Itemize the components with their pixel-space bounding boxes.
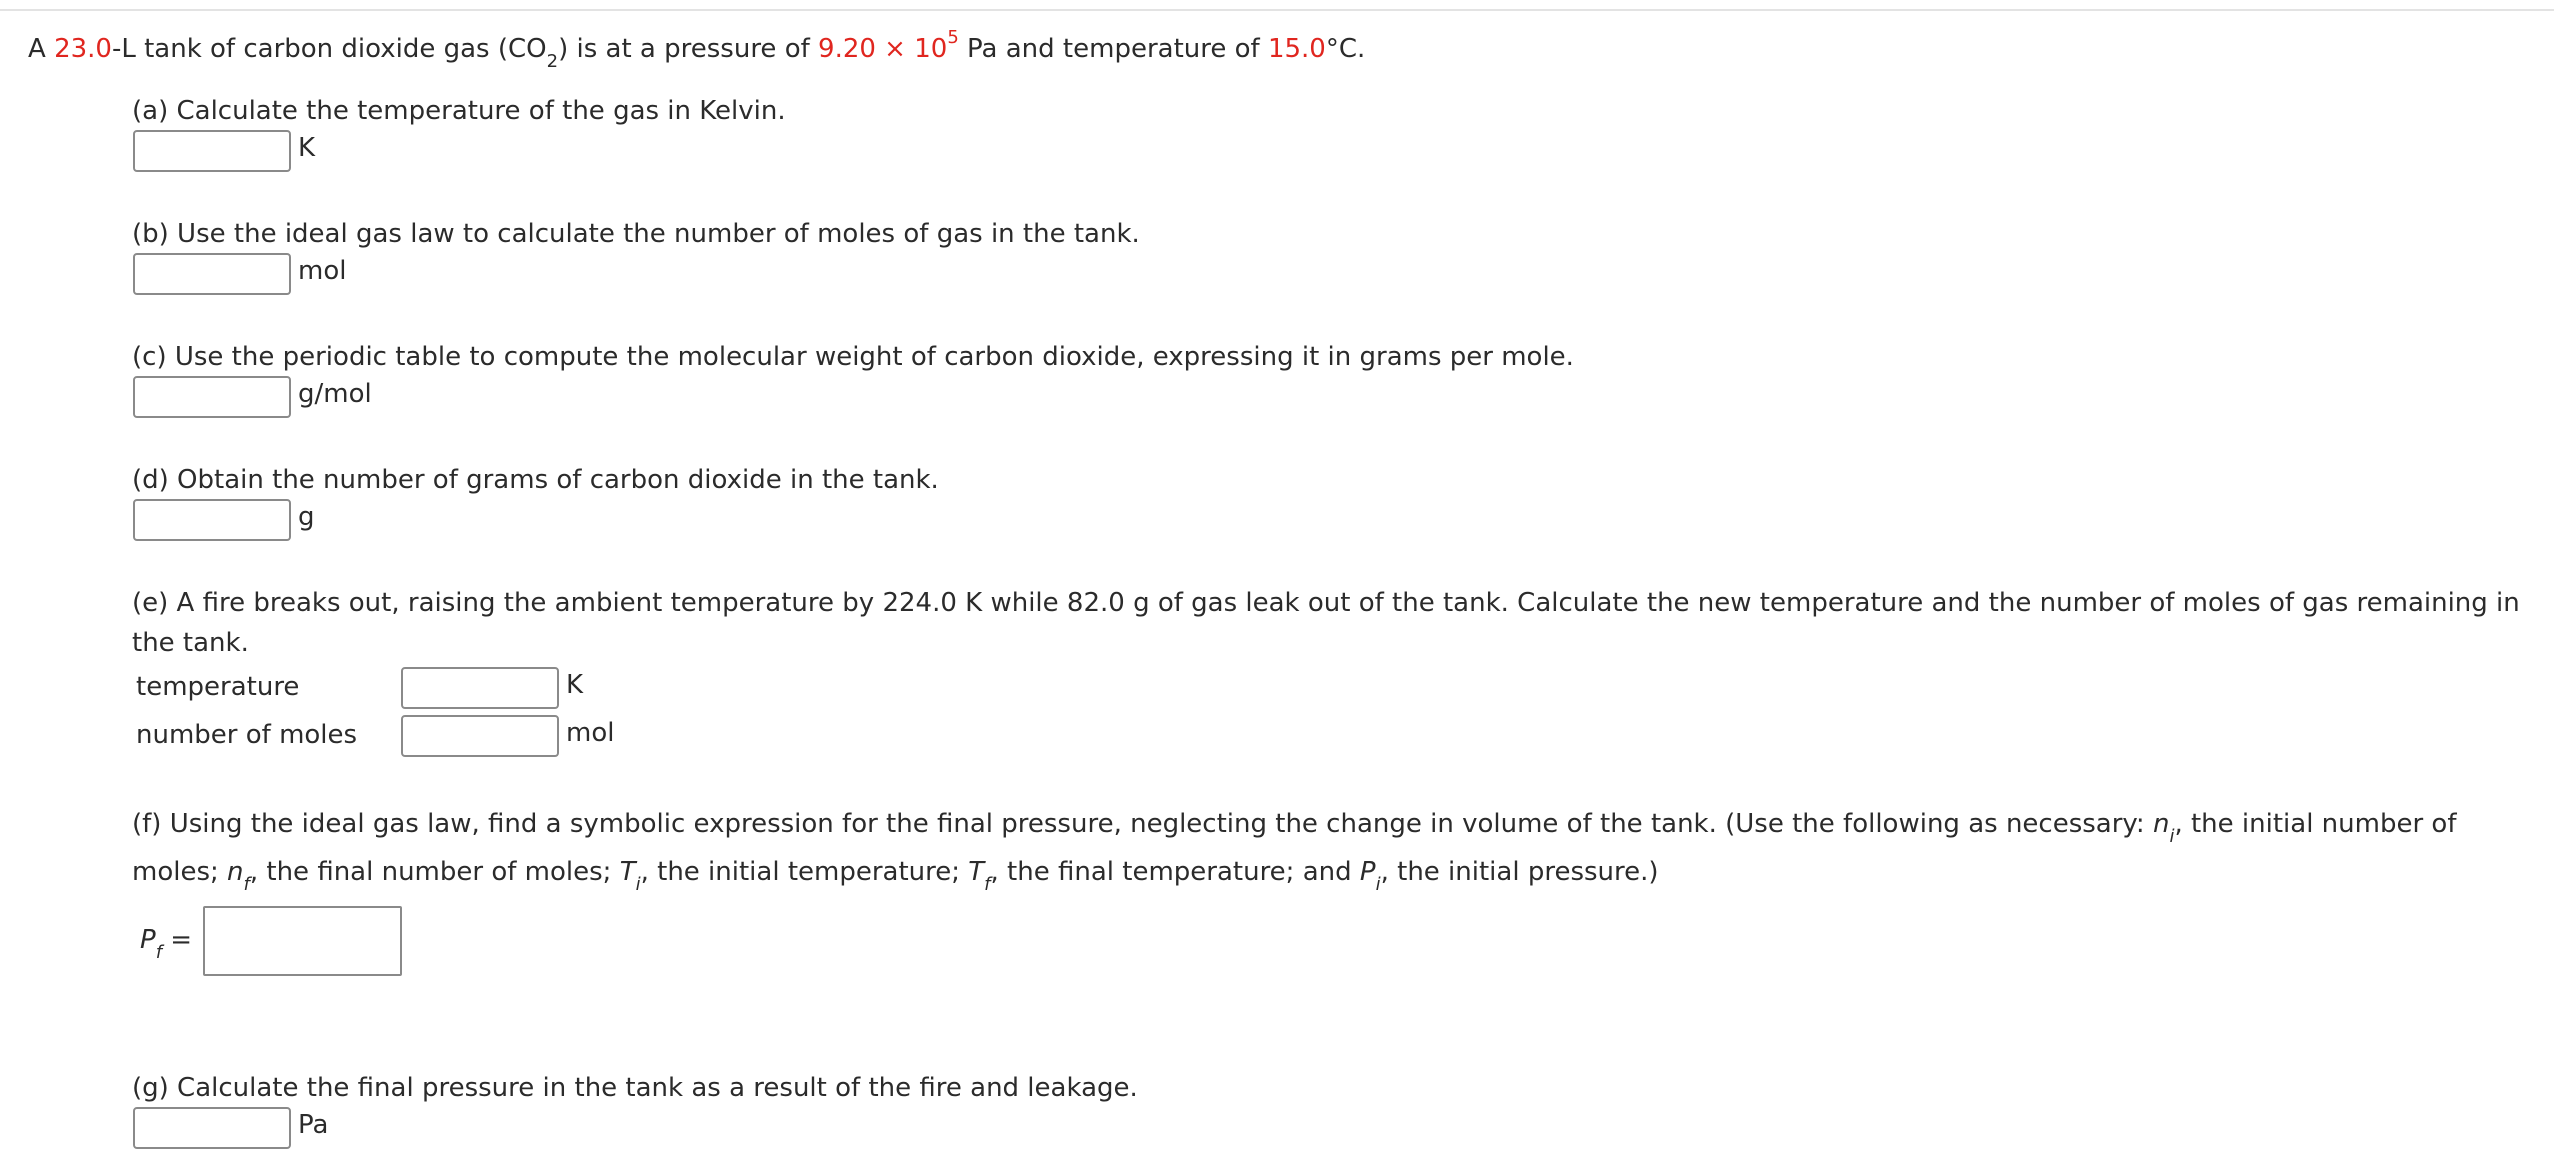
intro-text-1: -L tank of carbon dioxide gas (CO xyxy=(111,34,547,64)
desc-t-i: , the initial temperature; xyxy=(640,857,969,887)
var-t-f xyxy=(968,857,991,896)
question-d: (d) Obtain the number of grams of carbon dioxide in the tank. xyxy=(132,465,939,495)
var-p-label: P xyxy=(140,925,156,955)
unit-a: K xyxy=(298,133,316,163)
unit-b: mol xyxy=(298,256,347,286)
desc-n-f: , the final number of moles; xyxy=(249,857,620,887)
var-p-i xyxy=(1359,857,1381,896)
var-t: T xyxy=(619,857,636,887)
question-f-line2-start: moles; xyxy=(132,857,228,887)
sub-i: i xyxy=(1375,874,1381,896)
question-c: (c) Use the periodic table to compute the molecular weight of carbon dioxide, expressing it in grams per mole. xyxy=(132,342,1574,372)
pressure-mantissa: 9.20 xyxy=(818,34,876,64)
question-f-line1-end: , the initial number of xyxy=(2174,809,2457,839)
question-f-line-1 xyxy=(132,804,2457,848)
sub-f: f xyxy=(243,874,250,896)
var-n: n xyxy=(227,857,244,887)
moles-label: number of moles xyxy=(136,720,358,750)
temperature-label: temperature xyxy=(136,672,300,702)
unit-c: g/mol xyxy=(298,379,372,409)
desc-t-f: , the final temperature; and xyxy=(990,857,1360,887)
sub-i: i xyxy=(635,874,641,896)
unit-d: g xyxy=(298,502,315,532)
pressure-times: × 10 xyxy=(875,34,948,64)
desc-p-i: , the initial pressure.) xyxy=(1380,857,1659,887)
temperature-value: 15.0 xyxy=(1267,34,1326,64)
question-f-text: (f) Using the ideal gas law, find a symbolic expression for the final pressure, neglecting the change in volume of the tank. (Use the following as necessary: xyxy=(132,809,2153,839)
answer-a-input[interactable] xyxy=(133,130,291,172)
co2-subscript: 2 xyxy=(546,51,559,73)
problem-statement xyxy=(28,27,1366,73)
intro-text-2: ) is at a pressure of xyxy=(558,34,819,64)
var-n-f xyxy=(227,857,250,896)
intro-prefix: A xyxy=(28,34,55,64)
volume-value: 23.0 xyxy=(54,34,112,64)
equals-sign: = xyxy=(162,925,193,955)
intro-text-3: Pa and temperature of xyxy=(958,34,1268,64)
pf-label xyxy=(140,925,193,964)
unit-e-temperature: K xyxy=(566,670,584,700)
top-divider xyxy=(0,0,2554,11)
answer-c-input[interactable] xyxy=(133,376,291,418)
sub-f-label: f xyxy=(155,942,163,964)
question-e-line-2: the tank. xyxy=(132,628,249,658)
var-n: n xyxy=(2152,809,2170,839)
question-f-line-2 xyxy=(132,852,1659,896)
unit-e-moles: mol xyxy=(566,718,615,748)
answer-f-expression-input[interactable] xyxy=(203,906,402,976)
question-b: (b) Use the ideal gas law to calculate the number of moles of gas in the tank. xyxy=(132,219,1140,249)
question-a: (a) Calculate the temperature of the gas in Kelvin. xyxy=(132,96,786,126)
sub-f: f xyxy=(984,874,991,896)
var-p: P xyxy=(1359,857,1376,887)
answer-g-input[interactable] xyxy=(133,1107,291,1149)
pressure-exponent: 5 xyxy=(947,27,959,49)
answer-e-temperature-input[interactable] xyxy=(401,667,559,709)
answer-e-moles-input[interactable] xyxy=(401,715,559,757)
intro-text-4: °C. xyxy=(1325,34,1366,64)
unit-g: Pa xyxy=(298,1110,329,1140)
question-g: (g) Calculate the final pressure in the tank as a result of the fire and leakage. xyxy=(132,1073,1138,1103)
sub-i: i xyxy=(2169,826,2175,848)
var-n-i xyxy=(2152,809,2175,848)
question-e-line-1: (e) A fire breaks out, raising the ambient temperature by 224.0 K while 82.0 g of gas leak out of the tank. Calculate the new temperature and the number of moles of gas remaining in xyxy=(132,588,2520,618)
pressure-value xyxy=(818,27,959,64)
var-t-i xyxy=(619,857,641,896)
var-t: T xyxy=(968,857,985,887)
answer-b-input[interactable] xyxy=(133,253,291,295)
answer-d-input[interactable] xyxy=(133,499,291,541)
